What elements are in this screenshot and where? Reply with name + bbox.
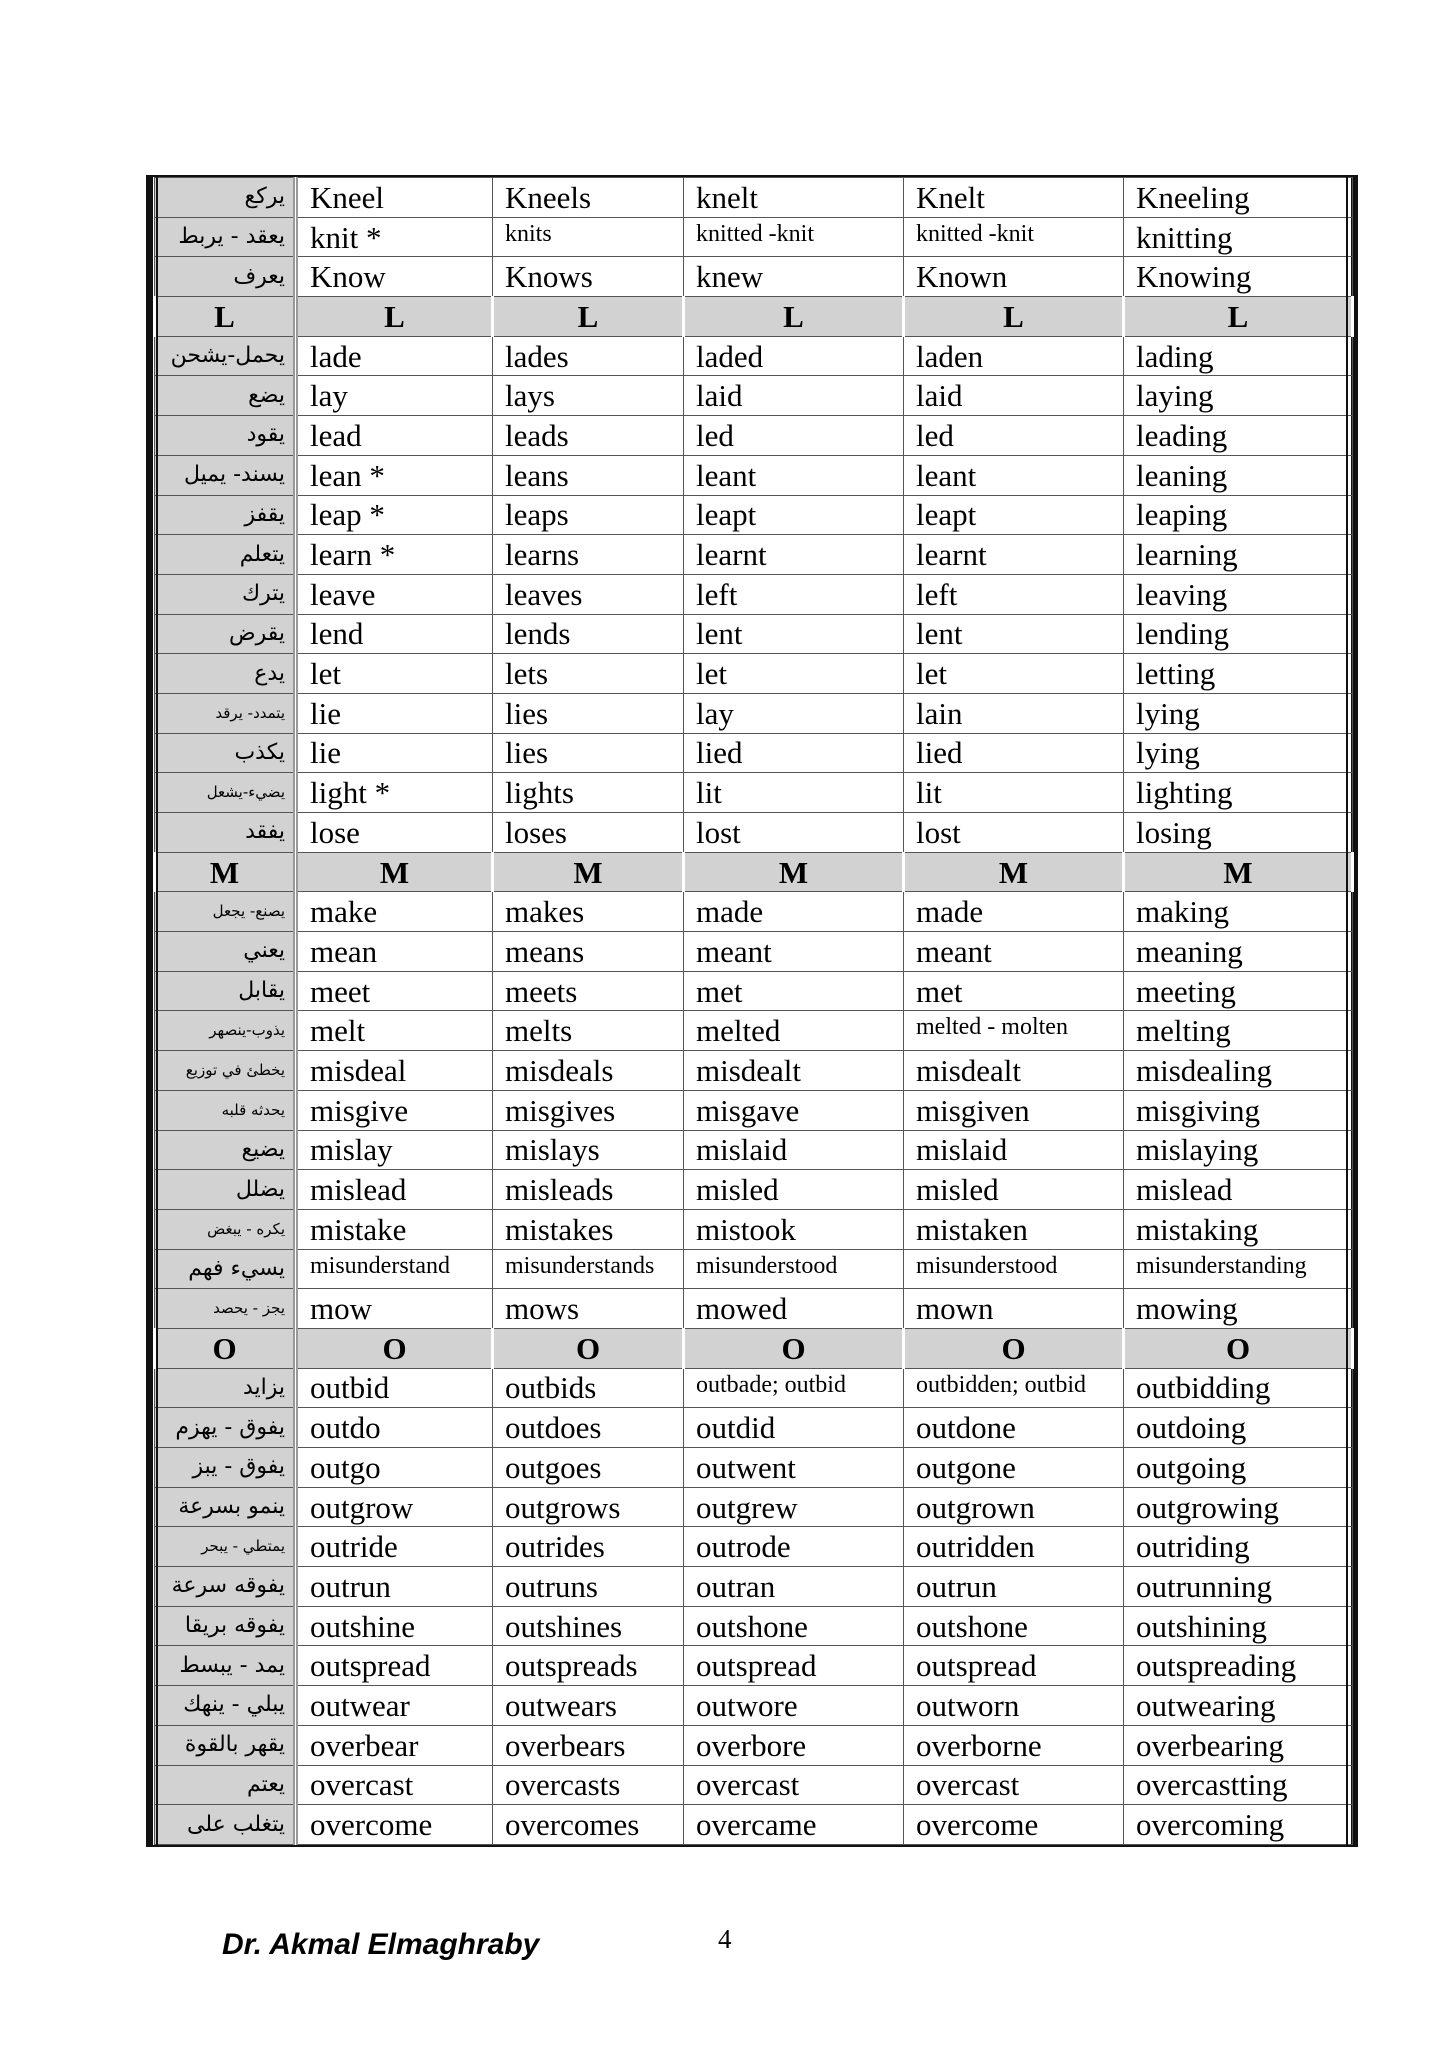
arabic-meaning-cell: يقابل: [155, 971, 296, 1011]
letter-header-cell: O: [684, 1328, 904, 1368]
arabic-meaning-cell: يعتم: [155, 1765, 296, 1805]
base-form-cell: leap *: [296, 495, 493, 535]
arabic-meaning-cell: يتمدد- يرقد: [155, 693, 296, 733]
third-person-cell: mistakes: [493, 1209, 684, 1249]
base-form-cell: mislead: [296, 1170, 493, 1210]
letter-header-cell: O: [493, 1328, 684, 1368]
verb-row: [155, 1606, 1353, 1646]
third-person-cell: outwears: [493, 1686, 684, 1726]
base-form-cell: outgo: [296, 1448, 493, 1488]
letter-header-row: [155, 297, 1353, 337]
arabic-meaning-cell: يفوقه بريقا: [155, 1606, 296, 1646]
arabic-meaning-cell: يعرف: [155, 257, 296, 297]
verb-row: [155, 1527, 1353, 1567]
past-participle-cell: outbidden; outbid: [904, 1368, 1124, 1408]
ing-form-cell: knitting: [1124, 217, 1353, 257]
past-simple-cell: met: [684, 971, 904, 1011]
letter-header-row: [155, 852, 1353, 892]
arabic-meaning-cell: يفوق - يهزم: [155, 1408, 296, 1448]
ing-form-cell: overcastting: [1124, 1765, 1353, 1805]
past-simple-cell: knelt: [684, 178, 904, 218]
arabic-meaning-cell: يدع: [155, 654, 296, 694]
ing-form-cell: lying: [1124, 693, 1353, 733]
past-participle-cell: led: [904, 416, 1124, 456]
base-form-cell: let: [296, 654, 493, 694]
letter-header-cell: O: [155, 1328, 296, 1368]
arabic-meaning-cell: يفقد: [155, 813, 296, 853]
arabic-meaning-cell: يعني: [155, 932, 296, 972]
past-simple-cell: mowed: [684, 1289, 904, 1329]
ing-form-cell: leading: [1124, 416, 1353, 456]
third-person-cell: Kneels: [493, 178, 684, 218]
base-form-cell: outride: [296, 1527, 493, 1567]
ing-form-cell: misdealing: [1124, 1051, 1353, 1091]
past-participle-cell: outrun: [904, 1567, 1124, 1607]
ing-form-cell: leaning: [1124, 455, 1353, 495]
past-simple-cell: misled: [684, 1170, 904, 1210]
verb-row: [155, 495, 1353, 535]
arabic-meaning-cell: يمتطي - يبحر: [155, 1527, 296, 1567]
past-participle-cell: laden: [904, 336, 1124, 376]
arabic-meaning-cell: يقهر بالقوة: [155, 1725, 296, 1765]
third-person-cell: lets: [493, 654, 684, 694]
base-form-cell: outgrow: [296, 1487, 493, 1527]
third-person-cell: leaps: [493, 495, 684, 535]
base-form-cell: lay: [296, 376, 493, 416]
past-participle-cell: outspread: [904, 1646, 1124, 1686]
past-participle-cell: outgone: [904, 1448, 1124, 1488]
base-form-cell: mean: [296, 932, 493, 972]
arabic-meaning-cell: يمد - يبسط: [155, 1646, 296, 1686]
past-participle-cell: leant: [904, 455, 1124, 495]
letter-header-row: [155, 1328, 1353, 1368]
arabic-meaning-cell: يحمل-يشحن: [155, 336, 296, 376]
past-simple-cell: overcast: [684, 1765, 904, 1805]
verb-row: [155, 1448, 1353, 1488]
verb-row: [155, 733, 1353, 773]
ing-form-cell: lending: [1124, 614, 1353, 654]
ing-form-cell: outgrowing: [1124, 1487, 1353, 1527]
base-form-cell: outrun: [296, 1567, 493, 1607]
third-person-cell: lies: [493, 733, 684, 773]
base-form-cell: lose: [296, 813, 493, 853]
arabic-meaning-cell: يحدثه قلبه: [155, 1090, 296, 1130]
past-participle-cell: learnt: [904, 535, 1124, 575]
verb-row: [155, 574, 1353, 614]
letter-header-cell: L: [296, 297, 493, 337]
ing-form-cell: mislead: [1124, 1170, 1353, 1210]
past-simple-cell: laded: [684, 336, 904, 376]
past-simple-cell: knew: [684, 257, 904, 297]
ing-form-cell: misgiving: [1124, 1090, 1353, 1130]
arabic-meaning-cell: يترك: [155, 574, 296, 614]
past-simple-cell: overbore: [684, 1725, 904, 1765]
past-participle-cell: mown: [904, 1289, 1124, 1329]
third-person-cell: overbears: [493, 1725, 684, 1765]
base-form-cell: outdo: [296, 1408, 493, 1448]
third-person-cell: means: [493, 932, 684, 972]
past-participle-cell: lit: [904, 773, 1124, 813]
letter-header-cell: L: [1124, 297, 1353, 337]
third-person-cell: knits: [493, 217, 684, 257]
past-participle-cell: lost: [904, 813, 1124, 853]
past-participle-cell: lain: [904, 693, 1124, 733]
past-simple-cell: let: [684, 654, 904, 694]
base-form-cell: outspread: [296, 1646, 493, 1686]
arabic-meaning-cell: يكذب: [155, 733, 296, 773]
ing-form-cell: leaping: [1124, 495, 1353, 535]
past-participle-cell: misdealt: [904, 1051, 1124, 1091]
past-participle-cell: knitted -knit: [904, 217, 1124, 257]
third-person-cell: misgives: [493, 1090, 684, 1130]
past-simple-cell: outwore: [684, 1686, 904, 1726]
past-simple-cell: learnt: [684, 535, 904, 575]
verb-row: [155, 813, 1353, 853]
arabic-meaning-cell: يضع: [155, 376, 296, 416]
third-person-cell: overcasts: [493, 1765, 684, 1805]
past-participle-cell: made: [904, 892, 1124, 932]
ing-form-cell: outspreading: [1124, 1646, 1353, 1686]
third-person-cell: lays: [493, 376, 684, 416]
past-simple-cell: outrode: [684, 1527, 904, 1567]
past-participle-cell: melted - molten: [904, 1011, 1124, 1051]
third-person-cell: outgrows: [493, 1487, 684, 1527]
past-simple-cell: meant: [684, 932, 904, 972]
base-form-cell: overbear: [296, 1725, 493, 1765]
past-participle-cell: outdone: [904, 1408, 1124, 1448]
past-simple-cell: misunderstood: [684, 1249, 904, 1289]
ing-form-cell: meeting: [1124, 971, 1353, 1011]
arabic-meaning-cell: يزايد: [155, 1368, 296, 1408]
past-simple-cell: outgrew: [684, 1487, 904, 1527]
verb-row: [155, 1368, 1353, 1408]
third-person-cell: leaves: [493, 574, 684, 614]
ing-form-cell: losing: [1124, 813, 1353, 853]
ing-form-cell: mistaking: [1124, 1209, 1353, 1249]
base-form-cell: misdeal: [296, 1051, 493, 1091]
past-participle-cell: outshone: [904, 1606, 1124, 1646]
verb-table-container: [146, 175, 1358, 1847]
base-form-cell: melt: [296, 1011, 493, 1051]
verb-row: [155, 1646, 1353, 1686]
base-form-cell: misunderstand: [296, 1249, 493, 1289]
verb-row: [155, 1130, 1353, 1170]
past-participle-cell: let: [904, 654, 1124, 694]
verb-row: [155, 1090, 1353, 1130]
base-form-cell: learn *: [296, 535, 493, 575]
past-participle-cell: misgiven: [904, 1090, 1124, 1130]
verb-row: [155, 1408, 1353, 1448]
past-participle-cell: overcast: [904, 1765, 1124, 1805]
past-simple-cell: misdealt: [684, 1051, 904, 1091]
arabic-meaning-cell: يقفز: [155, 495, 296, 535]
past-participle-cell: leapt: [904, 495, 1124, 535]
arabic-meaning-cell: يتعلم: [155, 535, 296, 575]
past-participle-cell: overcome: [904, 1805, 1124, 1845]
verb-row: [155, 217, 1353, 257]
verb-row: [155, 1051, 1353, 1091]
verb-row: [155, 1011, 1353, 1051]
ing-form-cell: leaving: [1124, 574, 1353, 614]
verb-row: [155, 654, 1353, 694]
base-form-cell: outbid: [296, 1368, 493, 1408]
past-simple-cell: left: [684, 574, 904, 614]
arabic-meaning-cell: يفوق - يبز: [155, 1448, 296, 1488]
ing-form-cell: outdoing: [1124, 1408, 1353, 1448]
third-person-cell: misdeals: [493, 1051, 684, 1091]
third-person-cell: leans: [493, 455, 684, 495]
arabic-meaning-cell: يبلي - ينهك: [155, 1686, 296, 1726]
base-form-cell: lean *: [296, 455, 493, 495]
past-simple-cell: lost: [684, 813, 904, 853]
verb-row: [155, 178, 1353, 218]
verb-row: [155, 257, 1353, 297]
verb-row: [155, 892, 1353, 932]
arabic-meaning-cell: يسيء فهم: [155, 1249, 296, 1289]
verb-row: [155, 1209, 1353, 1249]
third-person-cell: melts: [493, 1011, 684, 1051]
base-form-cell: light *: [296, 773, 493, 813]
base-form-cell: misgive: [296, 1090, 493, 1130]
third-person-cell: loses: [493, 813, 684, 853]
verb-row: [155, 1686, 1353, 1726]
letter-header-cell: L: [904, 297, 1124, 337]
third-person-cell: outgoes: [493, 1448, 684, 1488]
past-simple-cell: outdid: [684, 1408, 904, 1448]
third-person-cell: lends: [493, 614, 684, 654]
ing-form-cell: outshining: [1124, 1606, 1353, 1646]
past-simple-cell: lay: [684, 693, 904, 733]
arabic-meaning-cell: يعقد - يربط: [155, 217, 296, 257]
arabic-meaning-cell: يضيع: [155, 1130, 296, 1170]
letter-header-cell: O: [904, 1328, 1124, 1368]
verb-row: [155, 693, 1353, 733]
ing-form-cell: meaning: [1124, 932, 1353, 972]
past-participle-cell: misunderstood: [904, 1249, 1124, 1289]
past-simple-cell: knitted -knit: [684, 217, 904, 257]
base-form-cell: lie: [296, 733, 493, 773]
arabic-meaning-cell: ينمو بسرعة: [155, 1487, 296, 1527]
third-person-cell: outdoes: [493, 1408, 684, 1448]
letter-header-cell: M: [684, 852, 904, 892]
letter-header-cell: L: [684, 297, 904, 337]
ing-form-cell: outrunning: [1124, 1567, 1353, 1607]
past-participle-cell: Known: [904, 257, 1124, 297]
ing-form-cell: overcoming: [1124, 1805, 1353, 1845]
past-simple-cell: outspread: [684, 1646, 904, 1686]
letter-header-cell: M: [296, 852, 493, 892]
letter-header-cell: L: [493, 297, 684, 337]
footer-author: Dr. Akmal Elmaghraby: [222, 1928, 540, 1961]
base-form-cell: Kneel: [296, 178, 493, 218]
past-participle-cell: Knelt: [904, 178, 1124, 218]
base-form-cell: mislay: [296, 1130, 493, 1170]
letter-header-cell: M: [1124, 852, 1353, 892]
past-simple-cell: made: [684, 892, 904, 932]
past-simple-cell: outshone: [684, 1606, 904, 1646]
third-person-cell: leads: [493, 416, 684, 456]
past-participle-cell: outgrown: [904, 1487, 1124, 1527]
arabic-meaning-cell: يضلل: [155, 1170, 296, 1210]
arabic-meaning-cell: يضيء-يشعل: [155, 773, 296, 813]
third-person-cell: learns: [493, 535, 684, 575]
letter-header-cell: O: [1124, 1328, 1353, 1368]
past-simple-cell: leant: [684, 455, 904, 495]
ing-form-cell: lading: [1124, 336, 1353, 376]
past-participle-cell: mistaken: [904, 1209, 1124, 1249]
past-simple-cell: mistook: [684, 1209, 904, 1249]
base-form-cell: lead: [296, 416, 493, 456]
base-form-cell: outwear: [296, 1686, 493, 1726]
verb-row: [155, 1249, 1353, 1289]
past-participle-cell: meant: [904, 932, 1124, 972]
ing-form-cell: mowing: [1124, 1289, 1353, 1329]
base-form-cell: lie: [296, 693, 493, 733]
third-person-cell: lies: [493, 693, 684, 733]
third-person-cell: makes: [493, 892, 684, 932]
third-person-cell: mows: [493, 1289, 684, 1329]
past-participle-cell: outridden: [904, 1527, 1124, 1567]
verb-row: [155, 1725, 1353, 1765]
arabic-meaning-cell: يصنع- يجعل: [155, 892, 296, 932]
verb-row: [155, 416, 1353, 456]
past-participle-cell: overborne: [904, 1725, 1124, 1765]
past-simple-cell: leapt: [684, 495, 904, 535]
ing-form-cell: letting: [1124, 654, 1353, 694]
ing-form-cell: outriding: [1124, 1527, 1353, 1567]
arabic-meaning-cell: يسند- يميل: [155, 455, 296, 495]
past-simple-cell: led: [684, 416, 904, 456]
past-participle-cell: met: [904, 971, 1124, 1011]
verb-row: [155, 376, 1353, 416]
past-simple-cell: lent: [684, 614, 904, 654]
ing-form-cell: laying: [1124, 376, 1353, 416]
ing-form-cell: lying: [1124, 733, 1353, 773]
base-form-cell: leave: [296, 574, 493, 614]
past-simple-cell: outbade; outbid: [684, 1368, 904, 1408]
past-participle-cell: lied: [904, 733, 1124, 773]
arabic-meaning-cell: يكره - يبغض: [155, 1209, 296, 1249]
third-person-cell: outbids: [493, 1368, 684, 1408]
base-form-cell: overcome: [296, 1805, 493, 1845]
third-person-cell: lades: [493, 336, 684, 376]
arabic-meaning-cell: يقرض: [155, 614, 296, 654]
past-participle-cell: outworn: [904, 1686, 1124, 1726]
ing-form-cell: lighting: [1124, 773, 1353, 813]
verb-row: [155, 932, 1353, 972]
arabic-meaning-cell: يتغلب على: [155, 1805, 296, 1845]
arabic-meaning-cell: يفوقه سرعة: [155, 1567, 296, 1607]
ing-form-cell: melting: [1124, 1011, 1353, 1051]
verb-row: [155, 1487, 1353, 1527]
past-simple-cell: misgave: [684, 1090, 904, 1130]
past-simple-cell: mislaid: [684, 1130, 904, 1170]
past-participle-cell: laid: [904, 376, 1124, 416]
letter-header-cell: L: [155, 297, 296, 337]
arabic-meaning-cell: يجز - يحصد: [155, 1289, 296, 1329]
ing-form-cell: mislaying: [1124, 1130, 1353, 1170]
third-person-cell: outruns: [493, 1567, 684, 1607]
verb-row: [155, 1765, 1353, 1805]
ing-form-cell: outgoing: [1124, 1448, 1353, 1488]
ing-form-cell: learning: [1124, 535, 1353, 575]
base-form-cell: outshine: [296, 1606, 493, 1646]
past-participle-cell: left: [904, 574, 1124, 614]
past-simple-cell: outwent: [684, 1448, 904, 1488]
verb-row: [155, 614, 1353, 654]
past-simple-cell: lied: [684, 733, 904, 773]
letter-header-cell: M: [904, 852, 1124, 892]
arabic-meaning-cell: يذوب-ينصهر: [155, 1011, 296, 1051]
irregular-verbs-table: [153, 177, 1354, 1845]
verb-row: [155, 1170, 1353, 1210]
past-simple-cell: outran: [684, 1567, 904, 1607]
verb-row: [155, 1805, 1353, 1845]
third-person-cell: outrides: [493, 1527, 684, 1567]
third-person-cell: lights: [493, 773, 684, 813]
third-person-cell: Knows: [493, 257, 684, 297]
arabic-meaning-cell: يقود: [155, 416, 296, 456]
past-simple-cell: laid: [684, 376, 904, 416]
arabic-meaning-cell: يخطئ في توزيع: [155, 1051, 296, 1091]
third-person-cell: overcomes: [493, 1805, 684, 1845]
verb-row: [155, 336, 1353, 376]
verb-table-body: [155, 178, 1353, 1845]
third-person-cell: outspreads: [493, 1646, 684, 1686]
verb-row: [155, 773, 1353, 813]
third-person-cell: misunderstands: [493, 1249, 684, 1289]
ing-form-cell: outbidding: [1124, 1368, 1353, 1408]
ing-form-cell: overbearing: [1124, 1725, 1353, 1765]
ing-form-cell: making: [1124, 892, 1353, 932]
third-person-cell: meets: [493, 971, 684, 1011]
ing-form-cell: misunderstanding: [1124, 1249, 1353, 1289]
base-form-cell: meet: [296, 971, 493, 1011]
letter-header-cell: M: [155, 852, 296, 892]
base-form-cell: Know: [296, 257, 493, 297]
base-form-cell: overcast: [296, 1765, 493, 1805]
verb-row: [155, 971, 1353, 1011]
letter-header-cell: O: [296, 1328, 493, 1368]
ing-form-cell: Kneeling: [1124, 178, 1353, 218]
letter-header-cell: M: [493, 852, 684, 892]
ing-form-cell: Knowing: [1124, 257, 1353, 297]
past-simple-cell: overcame: [684, 1805, 904, 1845]
ing-form-cell: outwearing: [1124, 1686, 1353, 1726]
third-person-cell: misleads: [493, 1170, 684, 1210]
base-form-cell: mistake: [296, 1209, 493, 1249]
base-form-cell: make: [296, 892, 493, 932]
base-form-cell: lade: [296, 336, 493, 376]
third-person-cell: outshines: [493, 1606, 684, 1646]
base-form-cell: lend: [296, 614, 493, 654]
arabic-meaning-cell: يركع: [155, 178, 296, 218]
verb-row: [155, 535, 1353, 575]
base-form-cell: mow: [296, 1289, 493, 1329]
past-simple-cell: melted: [684, 1011, 904, 1051]
verb-row: [155, 1567, 1353, 1607]
page-number: 4: [718, 1924, 732, 1954]
third-person-cell: mislays: [493, 1130, 684, 1170]
verb-row: [155, 455, 1353, 495]
past-simple-cell: lit: [684, 773, 904, 813]
base-form-cell: knit *: [296, 217, 493, 257]
verb-row: [155, 1289, 1353, 1329]
past-participle-cell: mislaid: [904, 1130, 1124, 1170]
past-participle-cell: misled: [904, 1170, 1124, 1210]
past-participle-cell: lent: [904, 614, 1124, 654]
